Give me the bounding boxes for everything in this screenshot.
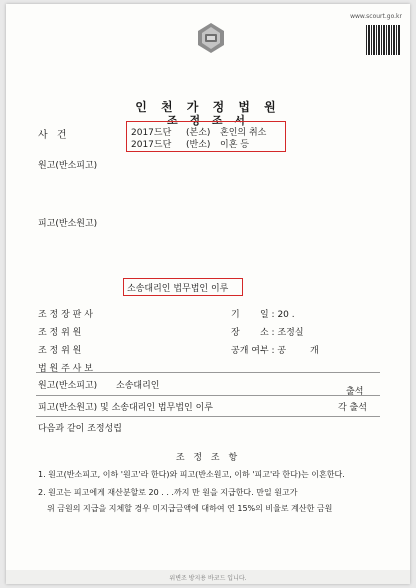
case-number: 2017드단 bbox=[131, 128, 172, 138]
attendance-party: 피고(반소원고) 및 소송대리인 법무법인 이루 bbox=[38, 403, 213, 413]
footer-note: 위변조 방지용 바코드 입니다. bbox=[169, 575, 247, 582]
anti-forgery-barcode bbox=[366, 25, 400, 55]
case-title: 이혼 등 bbox=[220, 140, 249, 150]
mediator-label: 조 정 위 원 bbox=[38, 328, 82, 338]
case-title: 혼인의 취소 bbox=[220, 128, 267, 138]
date-label: 기 bbox=[231, 310, 240, 320]
case-kind: (본소) bbox=[186, 128, 211, 138]
case-kind: (반소) bbox=[186, 140, 211, 150]
document-title: 조 정 조 서 bbox=[167, 114, 249, 127]
date-value: 일 : 20 . bbox=[260, 310, 295, 320]
attendance-party: 원고(반소피고) bbox=[38, 381, 98, 391]
public-label: 공개 여부 : 공 bbox=[231, 346, 287, 356]
attendance-agent: 소송대리인 bbox=[116, 381, 160, 391]
defendant-label: 피고(반소원고) bbox=[38, 219, 98, 229]
mediation-result: 다음과 같이 조정성립 bbox=[38, 424, 122, 434]
attendance-status: 각 출석 bbox=[338, 403, 367, 413]
plaintiff-label: 원고(반소피고) bbox=[38, 161, 98, 171]
terms-heading: 조 정 조 항 bbox=[175, 453, 241, 463]
defendant-attorney: 소송대리인 법무법인 이루 bbox=[127, 284, 229, 294]
divider bbox=[36, 395, 380, 396]
court-emblem-icon bbox=[194, 21, 228, 55]
site-url: www.scourt.go.kr bbox=[350, 13, 402, 20]
case-label: 사 건 bbox=[38, 130, 70, 141]
public-value: 개 bbox=[310, 346, 319, 356]
place-label: 장 bbox=[231, 328, 240, 338]
clerk-label: 법 원 주 사 보 bbox=[38, 364, 93, 374]
document-page bbox=[6, 4, 410, 584]
term-item-continued: 위 금원의 지급을 지체할 경우 미지급금액에 대하여 연 15%의 비율로 계산한 금원 bbox=[47, 504, 333, 513]
mediator-label: 조 정 위 원 bbox=[38, 346, 82, 356]
case-number: 2017드단 bbox=[131, 140, 172, 150]
judge-label: 조 정 장 판 사 bbox=[38, 310, 93, 320]
court-name: 인 천 가 정 법 원 bbox=[135, 100, 281, 114]
attendance-status: 출석 bbox=[346, 387, 364, 397]
term-item: 2. 원고는 피고에게 재산분할로 20 . . .까지 만 원을 지급한다. 만일 원고가 bbox=[38, 488, 298, 497]
divider bbox=[36, 372, 380, 373]
place-value: 소 : 조정실 bbox=[260, 328, 304, 338]
term-item: 1. 원고(반소피고, 이하 '원고'라 한다)와 피고(반소원고, 이하 '피고'라 한다)는 이혼한다. bbox=[38, 470, 345, 479]
divider bbox=[36, 416, 380, 417]
